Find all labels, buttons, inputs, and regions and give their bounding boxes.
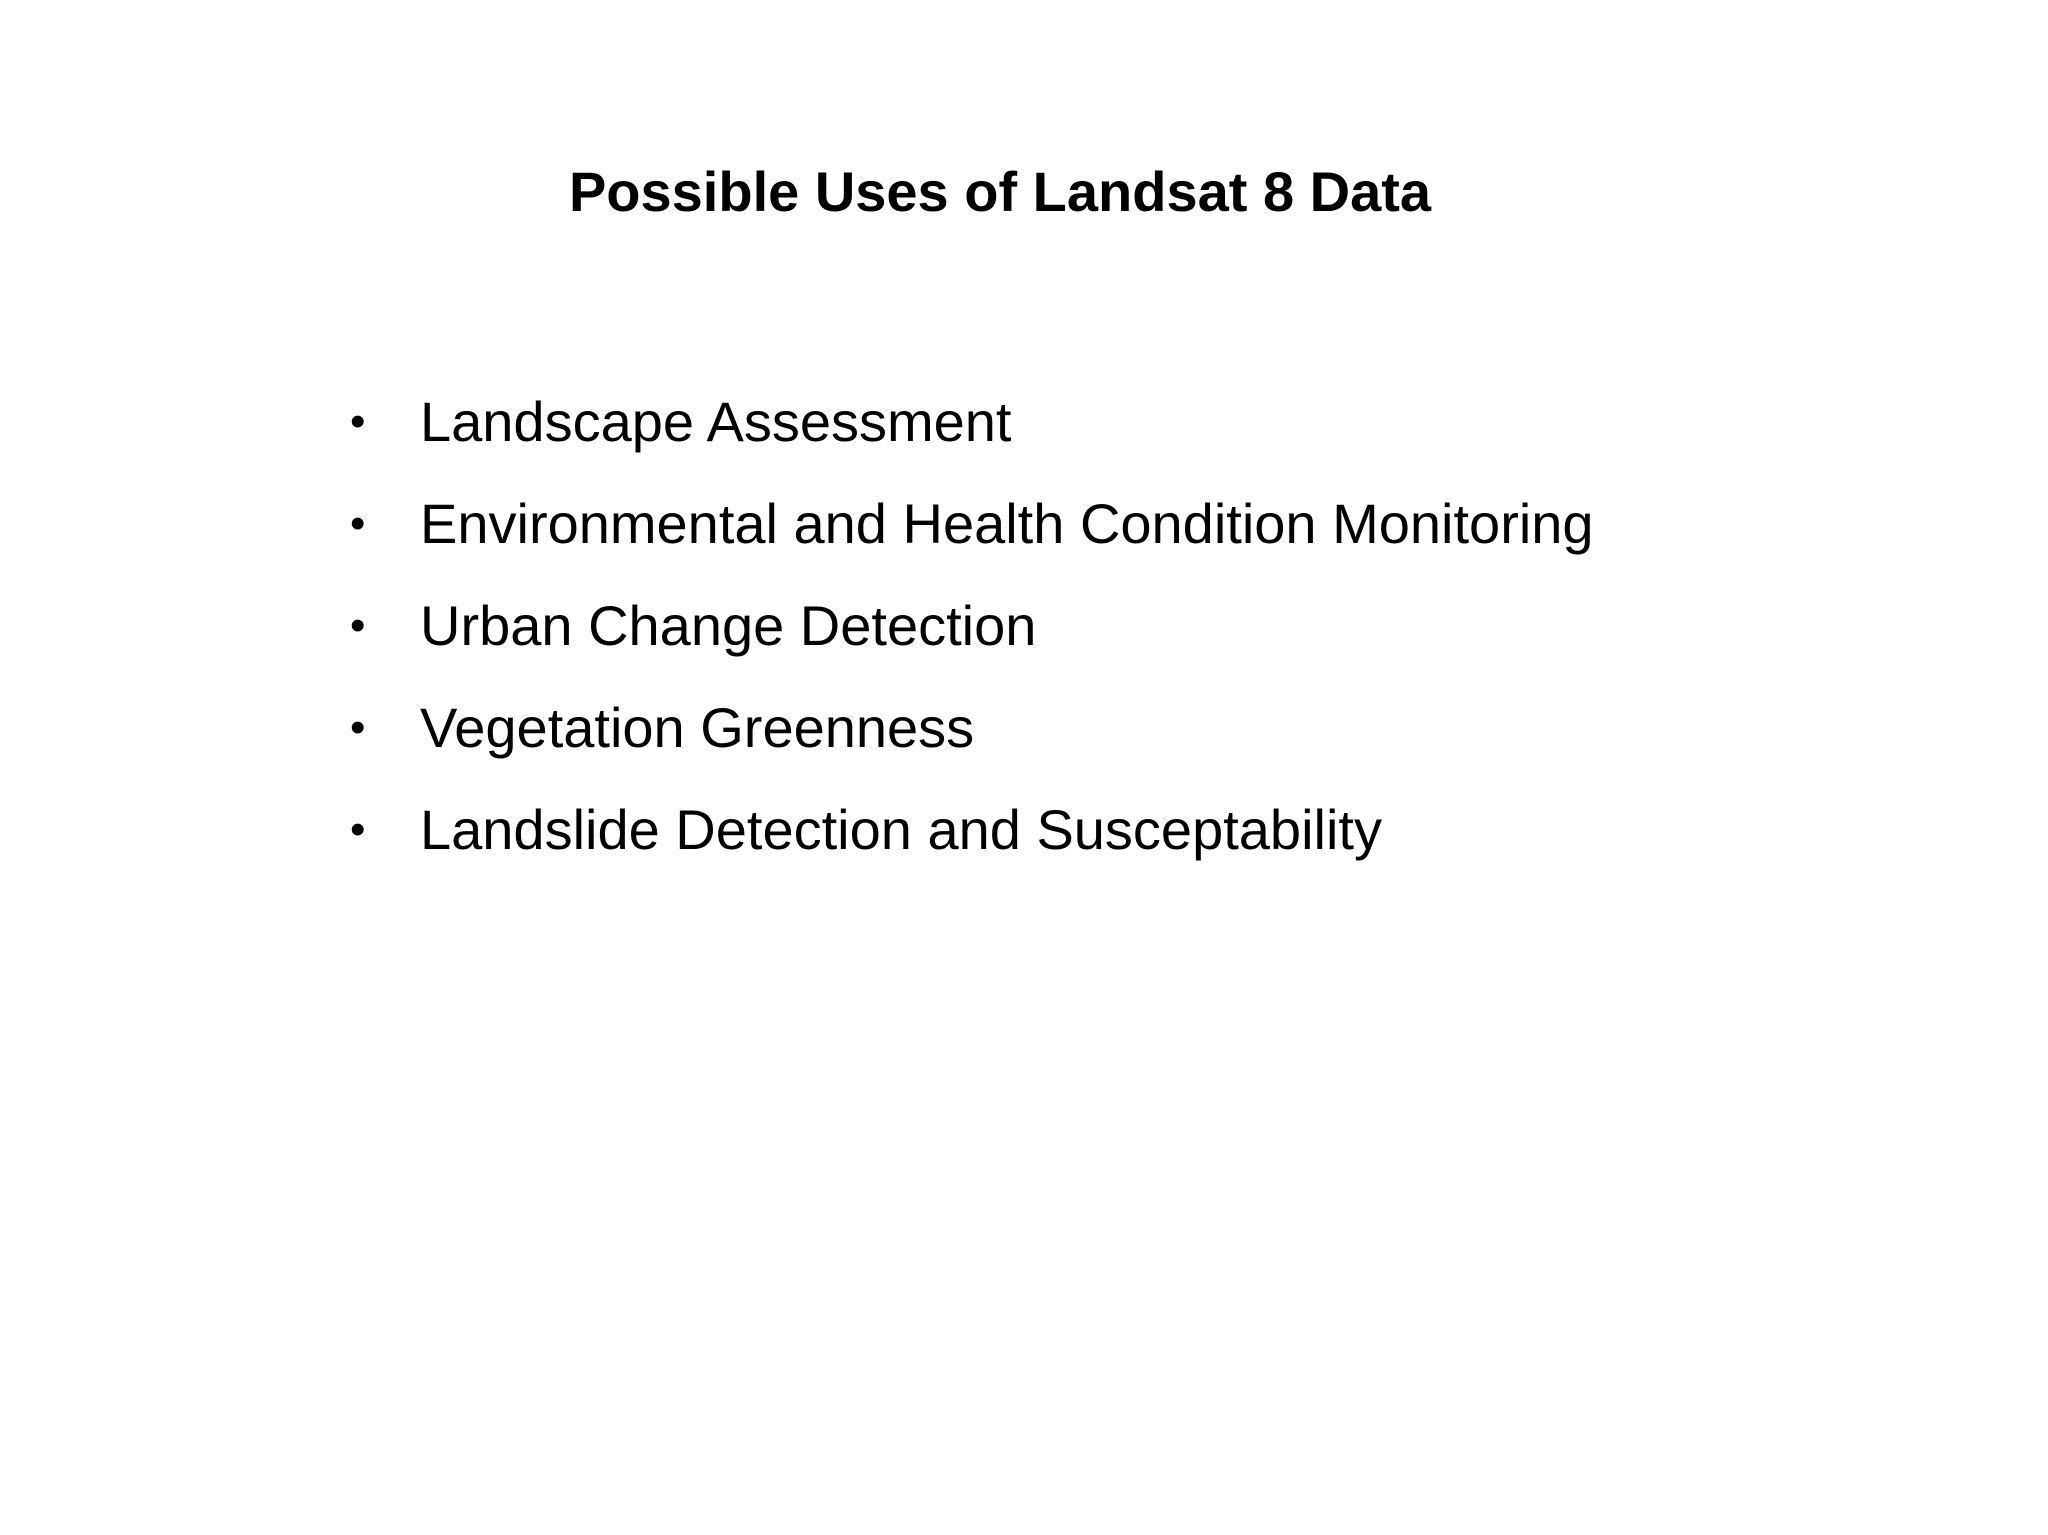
bullet-icon: • [350,601,366,650]
list-item-label: Environmental and Health Condition Monitoring [420,492,1594,555]
bullet-icon: • [350,499,366,548]
list-item-label: Landscape Assessment [420,390,1012,453]
list-item-label: Vegetation Greenness [420,696,975,759]
bullet-icon: • [350,805,366,854]
slide-title: Possible Uses of Landsat 8 Data [568,160,1432,223]
list-item-label: Landslide Detection and Susceptability [420,798,1382,861]
bullet-icon: • [350,703,366,752]
bullet-icon: • [350,397,366,446]
list-item-label: Urban Change Detection [420,594,1037,657]
